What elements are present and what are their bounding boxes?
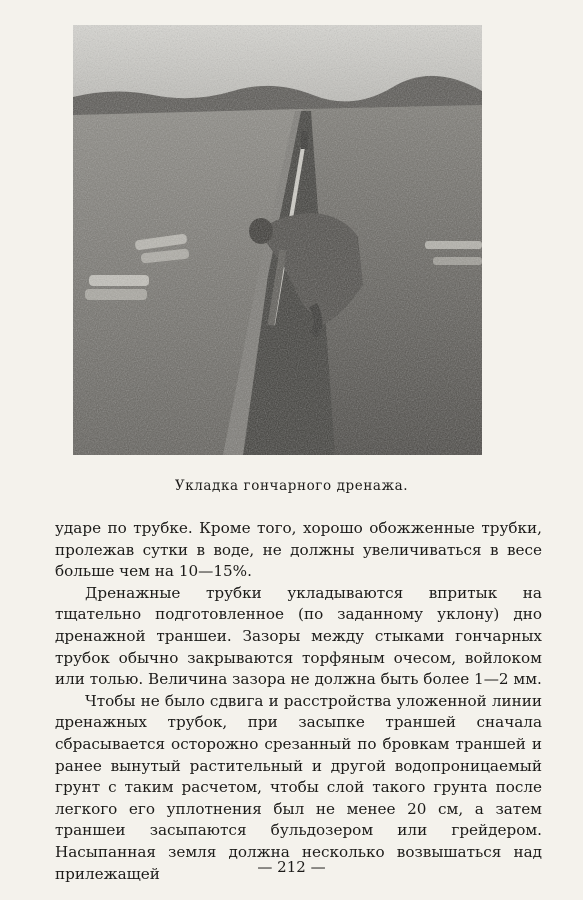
page-number: — 212 —	[257, 858, 326, 876]
paragraph-1: ударе по трубке. Кроме того, хорошо обожженные трубки, пролежав сутки в воде, не должны увеличиваться в весе больше чем на 10—15%.	[55, 519, 542, 581]
body-text	[55, 518, 542, 885]
drainage-photo	[73, 25, 482, 455]
paragraph-2: Дренажные трубки укладываются впритык на тщательно подготовленное (по заданному уклону) дно дренажной траншеи. Зазоры между стыками гончарных трубок обычно закрываются торфяным очесом, войлоком или толью. Величина зазора не должна быть более 1—2 мм.	[55, 583, 542, 689]
figure-caption: Укладка гончарного дренажа.	[174, 478, 409, 494]
paragraph-3: Чтобы не было сдвига и расстройства уложенной линии дренажных трубок, при засыпке траншей сначала сбрасывается осторожно срезанный по бровкам траншей и ранее вынутый растительный и другой водопроницаемый грунт с таким расчетом, чтобы слой такого грунта после легкого его уплотнения был не менее 20 см, а затем траншеи засыпаются бульдозером или грейдером. Насыпанная земля должна несколько возвышаться над прилежащей	[55, 691, 542, 883]
